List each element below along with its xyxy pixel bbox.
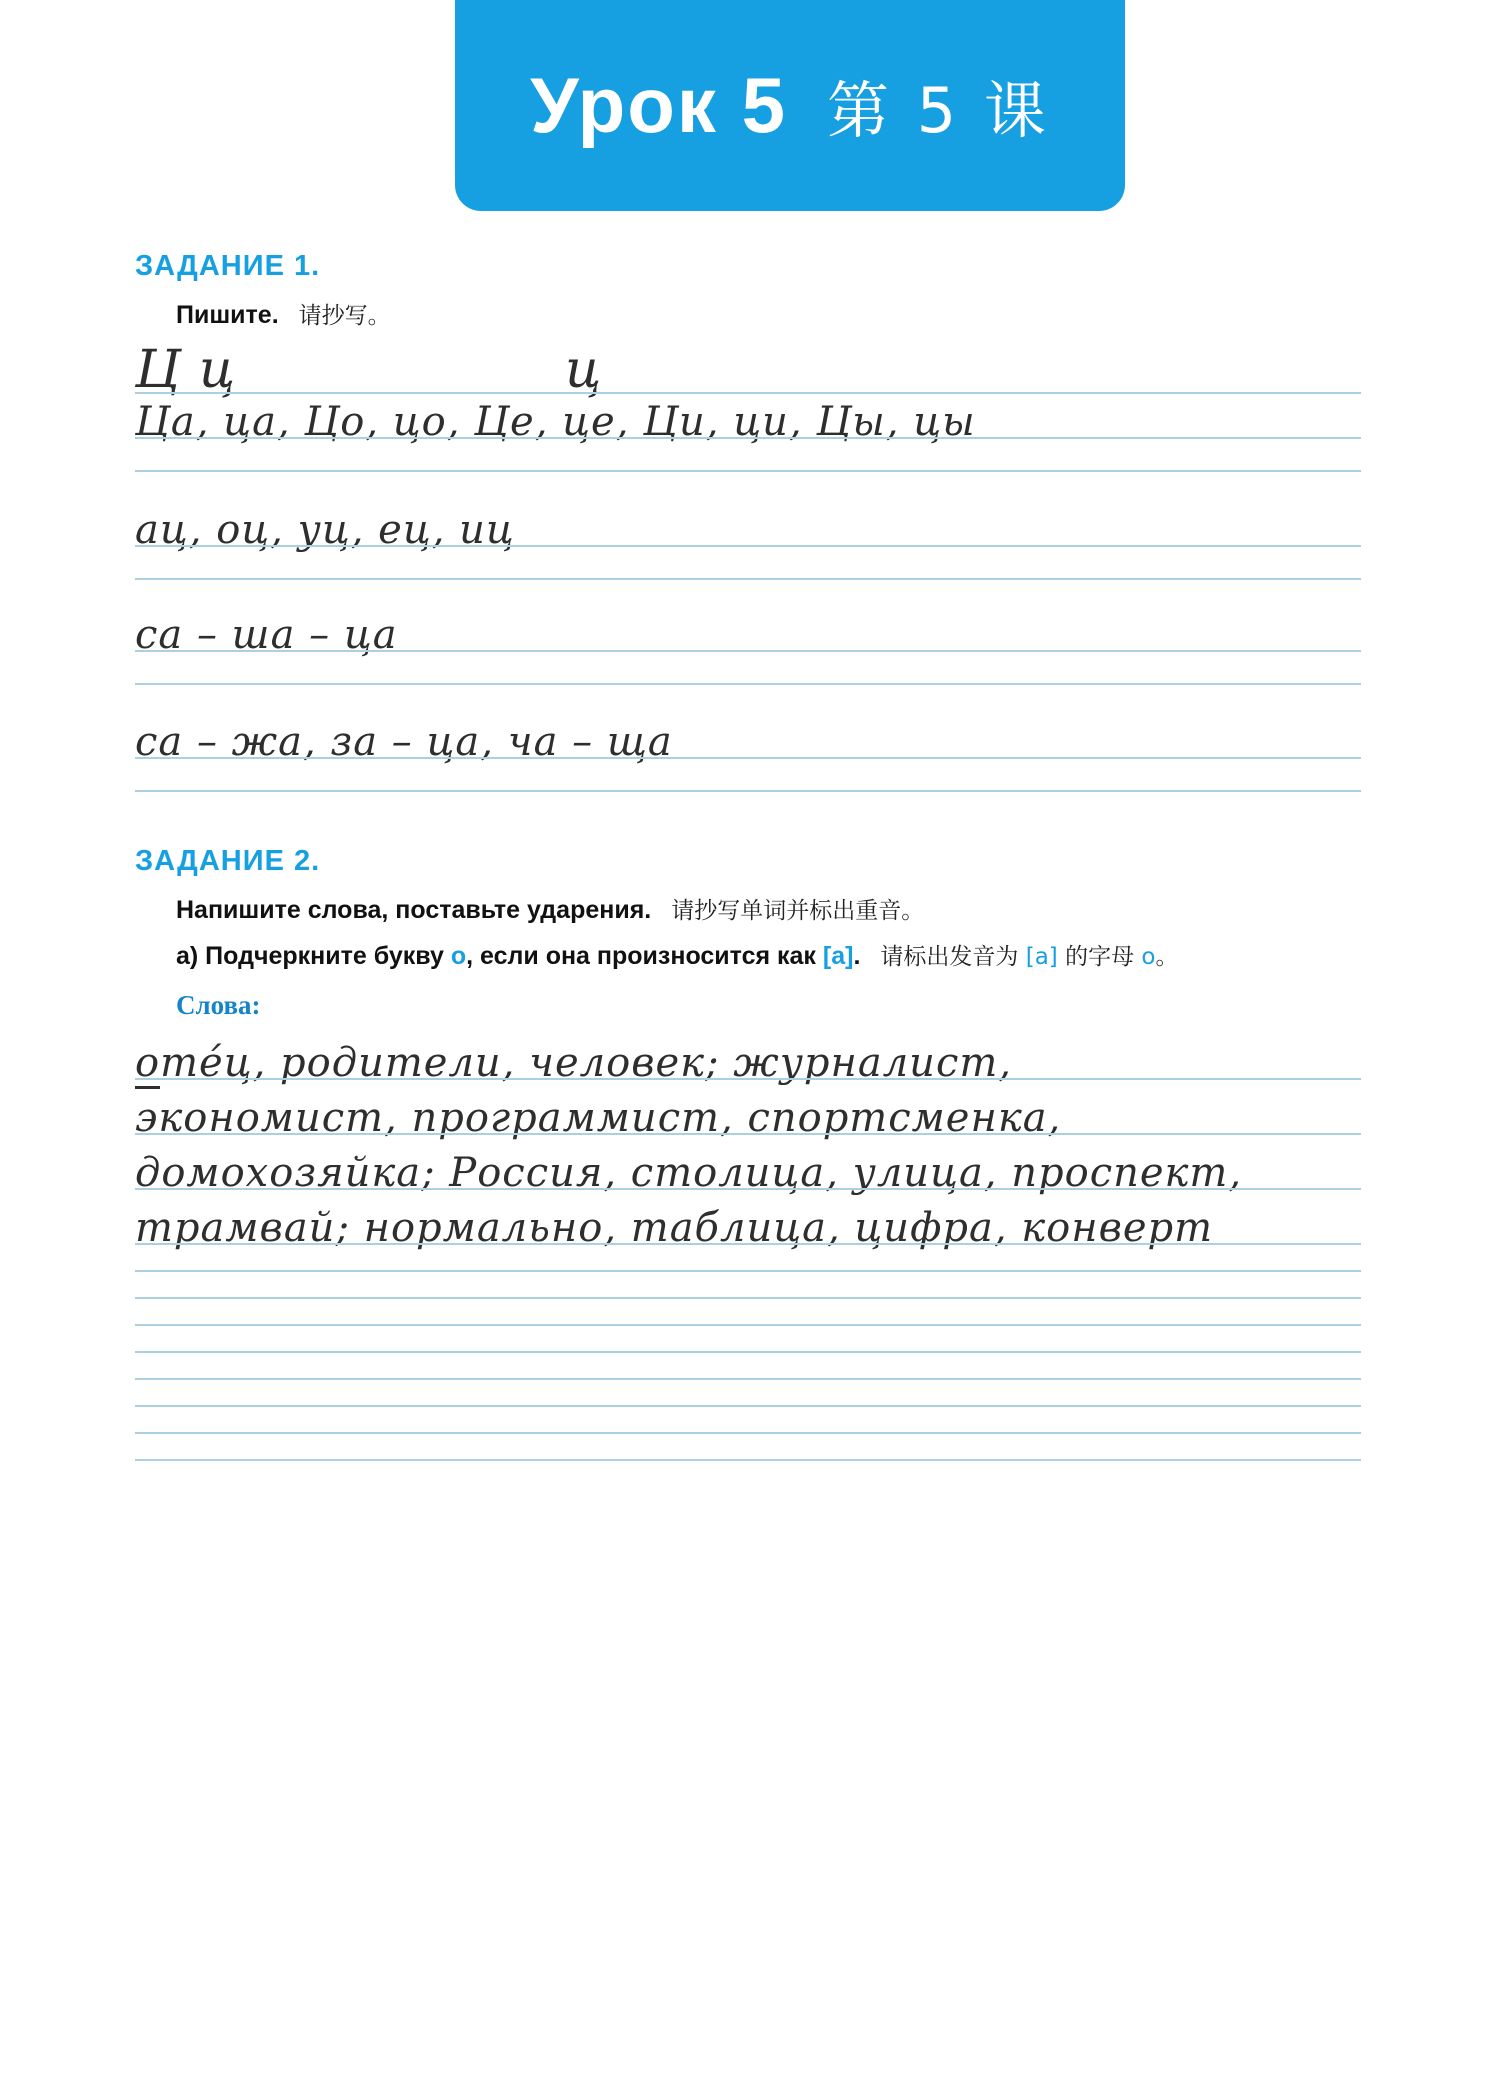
ruled-line-blank — [135, 470, 1361, 472]
highlighted-letter-o-chinese: о — [1141, 944, 1156, 970]
subinstruction-chinese-segment: 。 — [1155, 944, 1179, 970]
lesson-title-russian: Урок 5 — [530, 61, 788, 149]
lesson-banner — [455, 0, 1125, 211]
subinstruction-chinese-segment: 的字母 — [1057, 944, 1142, 970]
ruled-line — [135, 437, 1361, 439]
words-line-1-rest: те́ц, родители, человек; журналист, — [160, 1040, 1012, 1086]
ruled-line-blank — [135, 1405, 1361, 1407]
sample-syllables-ac: ац, оц, уц, ец, иц — [135, 507, 515, 553]
ruled-line-blank — [135, 1378, 1361, 1380]
highlighted-letter-o: о — [450, 942, 467, 970]
task2-label: ЗАДАНИЕ 2. — [135, 845, 321, 877]
ruled-line — [135, 545, 1361, 547]
ruled-line-blank — [135, 578, 1361, 580]
words-list-label: Слова: — [176, 990, 261, 1020]
sample-contrast-sa-zha: са – жа, за – ца, ча – ща — [135, 719, 673, 765]
task2-instruction — [176, 892, 924, 925]
ruled-line-blank — [135, 1324, 1361, 1326]
ruled-line — [135, 1188, 1361, 1190]
subinstruction-chinese-segment: 请标出发音为 — [880, 944, 1026, 970]
task2-instruction-russian: Напишите слова, поставьте ударения. — [176, 896, 652, 924]
subinstruction-segment: . — [853, 942, 861, 970]
ruled-line-blank — [135, 683, 1361, 685]
task1-instruction-russian: Пишите. — [176, 301, 279, 329]
words-line-2: экономист, программист, спортсменка, — [135, 1095, 1062, 1141]
task1-label: ЗАДАНИЕ 1. — [135, 250, 321, 282]
ruled-line — [135, 392, 1361, 394]
sample-syllables-ca: Ца, ца, Цо, цо, Це, це, Ци, ци, Цы, цы — [135, 399, 976, 445]
task2-subinstruction — [176, 938, 1178, 971]
ruled-line-blank — [135, 1459, 1361, 1461]
underlined-letter-o: о — [135, 1040, 160, 1089]
words-line-4: трамвай; нормально, таблица, цифра, конверт — [135, 1205, 1214, 1251]
task1-instruction — [176, 297, 391, 330]
sample-letter-c-middle: ц — [565, 340, 603, 400]
ruled-line — [135, 1243, 1361, 1245]
sample-contrast-sa-sha-ca: са – ша – ца — [135, 612, 398, 658]
ruled-line — [135, 1078, 1361, 1080]
highlighted-sound-a-chinese: [а] — [1025, 944, 1058, 970]
ruled-line — [135, 757, 1361, 759]
ruled-line-blank — [135, 1432, 1361, 1434]
highlighted-sound-a: [а] — [822, 942, 854, 970]
lesson-title-chinese: 第 5 课 — [827, 74, 1050, 147]
subinstruction-segment: , если она произносится как — [466, 942, 823, 970]
ruled-line — [135, 1133, 1361, 1135]
ruled-line — [135, 650, 1361, 652]
words-line-3: домохозяйка; Россия, столица, улица, проспект, — [135, 1150, 1243, 1196]
ruled-line-blank — [135, 1297, 1361, 1299]
ruled-line-blank — [135, 790, 1361, 792]
task1-instruction-chinese: 请抄写。 — [298, 303, 391, 329]
ruled-line-blank — [135, 1270, 1361, 1272]
subinstruction-segment: а) Подчеркните букву — [176, 942, 451, 970]
ruled-line-blank — [135, 1351, 1361, 1353]
task2-instruction-chinese: 请抄写单词并标出重音。 — [671, 898, 925, 924]
sample-letters-Cc: Ц ц — [135, 340, 237, 400]
